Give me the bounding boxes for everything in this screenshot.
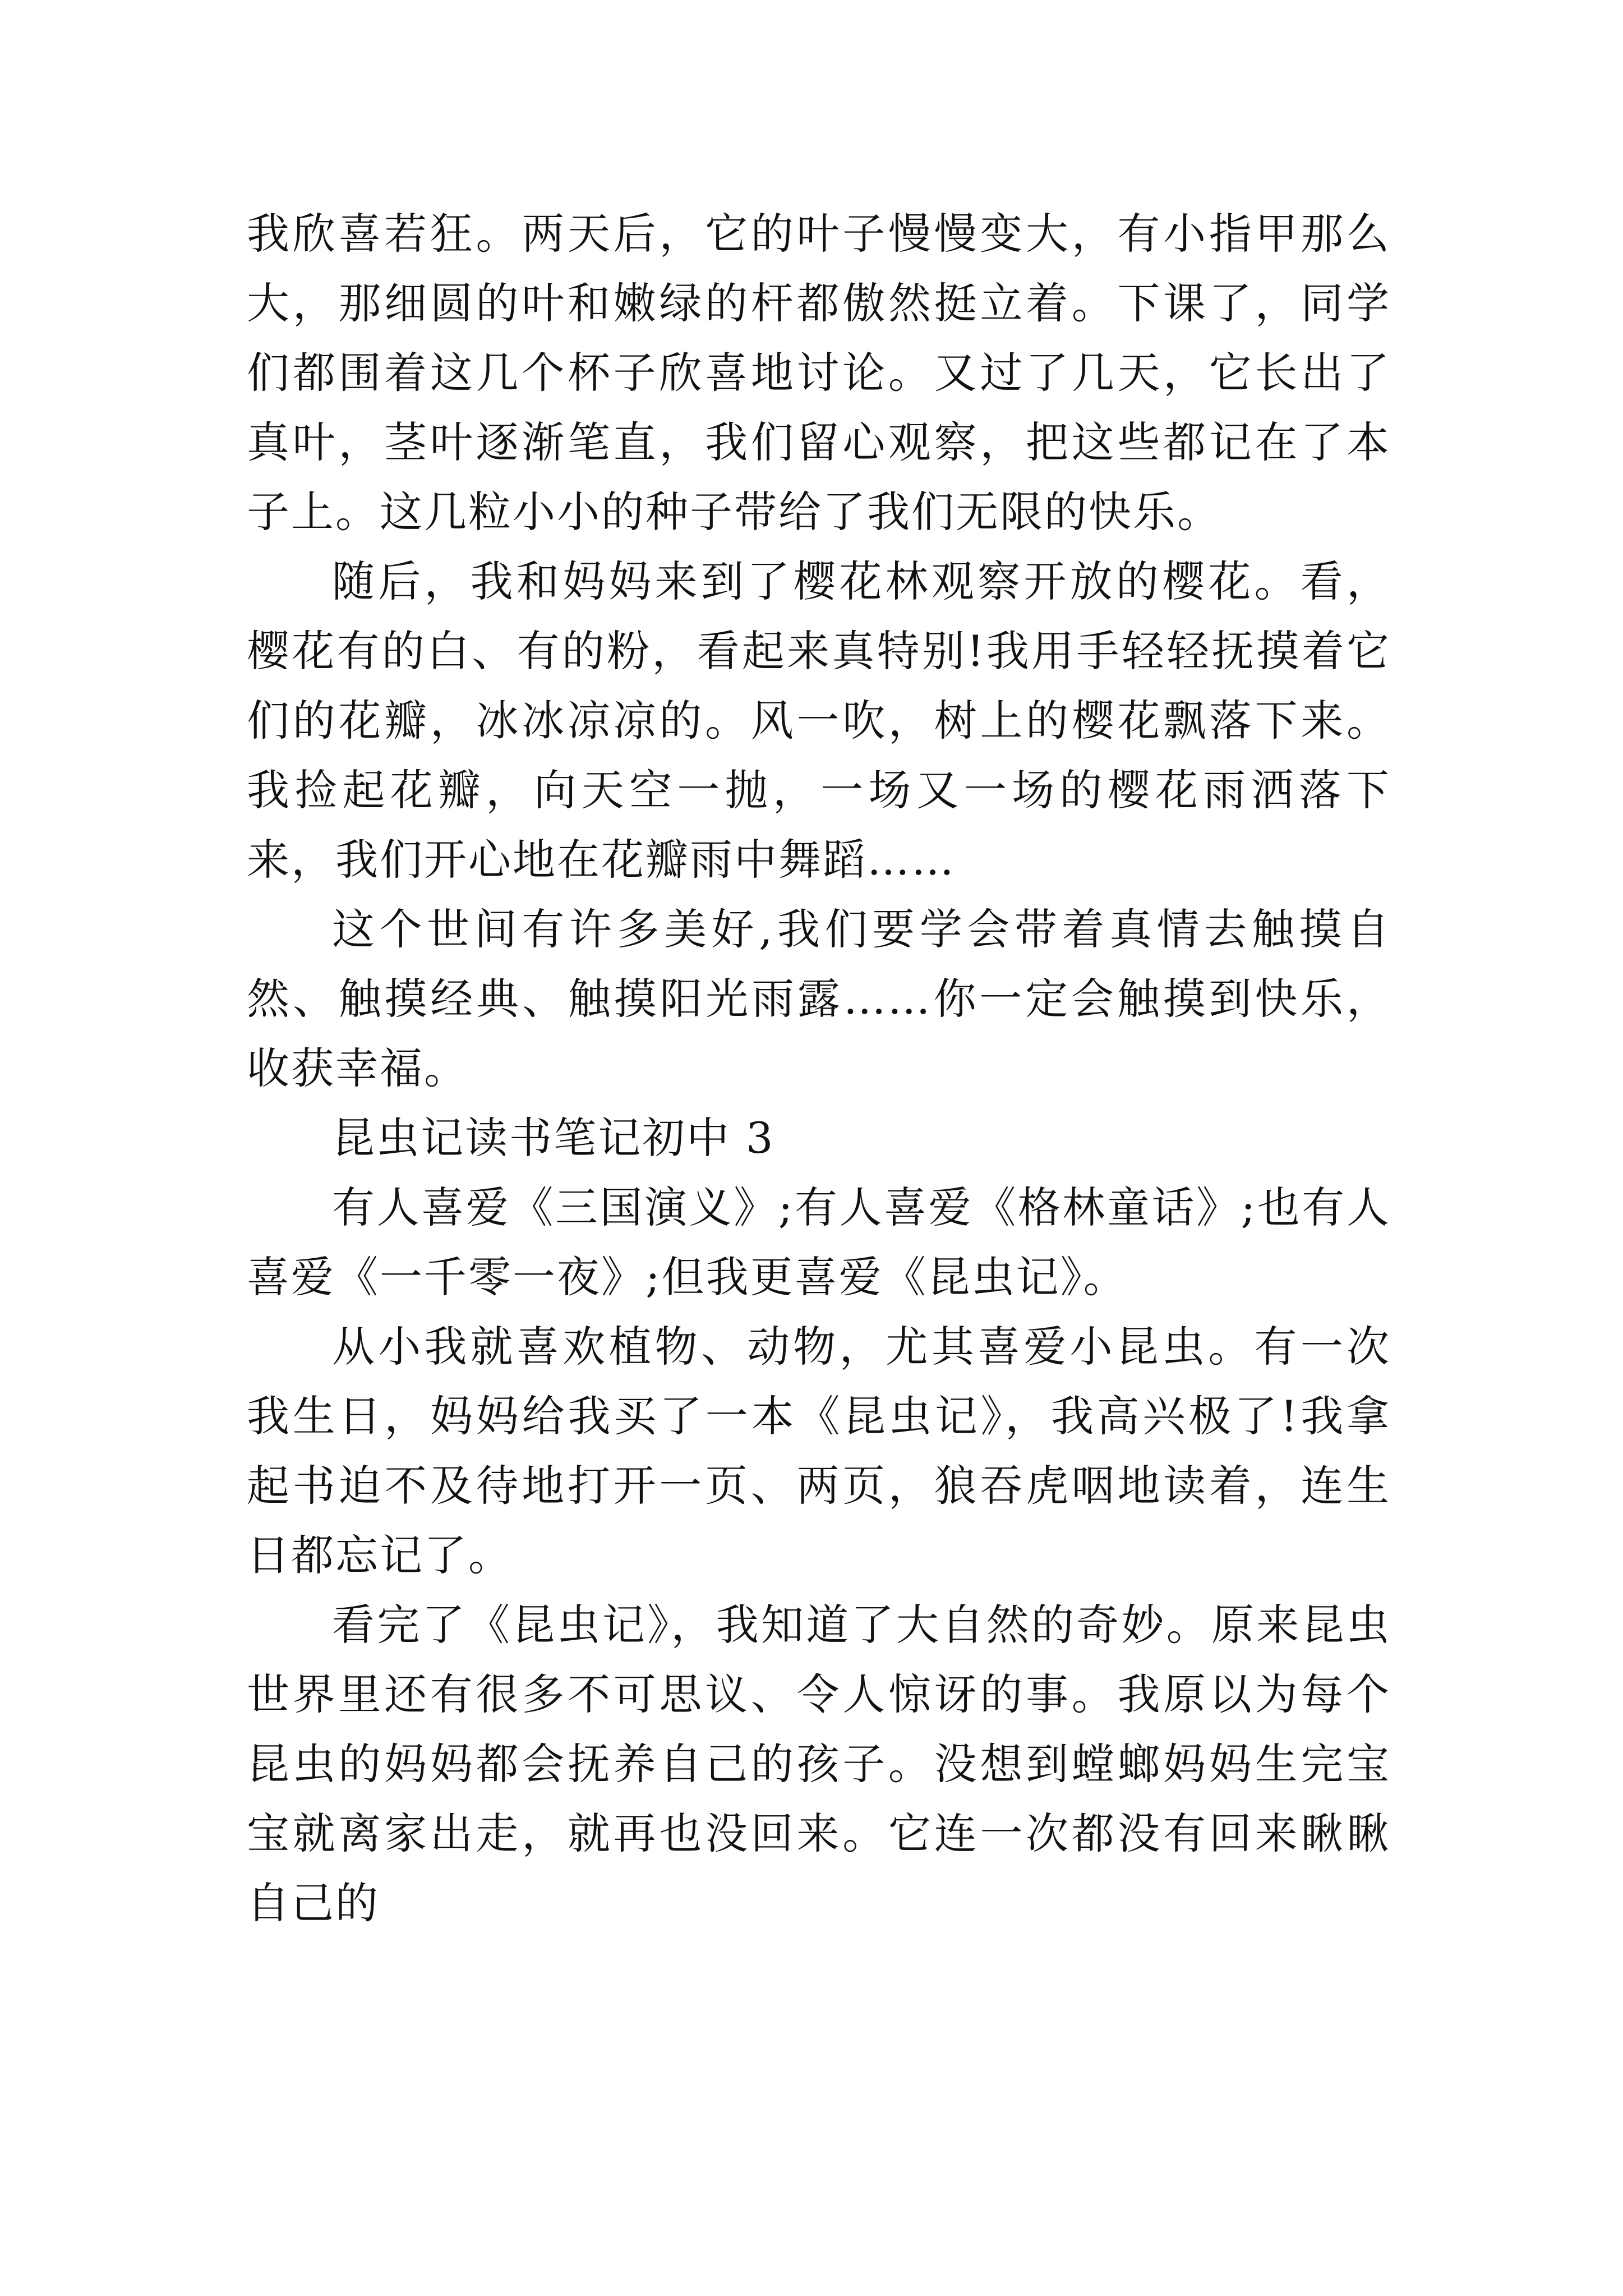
paragraph-favorite-books: 有人喜爱《三国演义》;有人喜爱《格林童话》;也有人喜爱《一千零一夜》;但我更喜爱《昆虫记》。: [247, 1182, 1391, 1302]
section-heading: 昆虫记读书笔记初中 3: [332, 1113, 775, 1163]
paragraph-mantis: 看完了《昆虫记》，我知道了大自然的奇妙。原来昆虫世界里还有很多不可思议、令人惊讶的事。我原以为每个昆虫的妈妈都会抚养自己的孩子。没想到螳螂妈妈生完宝宝就离家出走，就再也没回来。它连一次都没有回来瞅瞅自己的: [247, 1600, 1391, 1928]
paragraph-continuation: 我欣喜若狂。两天后，它的叶子慢慢变大，有小指甲那么大，那细圆的叶和嫩绿的杆都傲然挺立着。下课了，同学们都围着这几个杯子欣喜地讨论。又过了几天，它长出了真叶，茎叶逐渐笔直，我们留心观察，把这些都记在了本子上。这几粒小小的种子带给了我们无限的快乐。: [247, 209, 1391, 537]
paragraph-birthday: 从小我就喜欢植物、动物，尤其喜爱小昆虫。有一次我生日，妈妈给我买了一本《昆虫记》，我高兴极了!我拿起书迫不及待地打开一页、两页，狼吞虎咽地读着，连生日都忘记了。: [247, 1322, 1391, 1580]
paragraph-beauty: 这个世间有许多美好,我们要学会带着真情去触摸自然、触摸经典、触摸阳光雨露……你一定会触摸到快乐，收获幸福。: [247, 904, 1391, 1093]
document-body: [247, 199, 1391, 1938]
paragraph-cherry-blossom: 随后，我和妈妈来到了樱花林观察开放的樱花。看，樱花有的白、有的粉，看起来真特别!我用手轻轻抚摸着它们的花瓣，冰冰凉凉的。风一吹，树上的樱花飘落下来。我捡起花瓣，向天空一抛，一场又一场的樱花雨洒落下来，我们开心地在花瓣雨中舞蹈……: [247, 556, 1391, 885]
